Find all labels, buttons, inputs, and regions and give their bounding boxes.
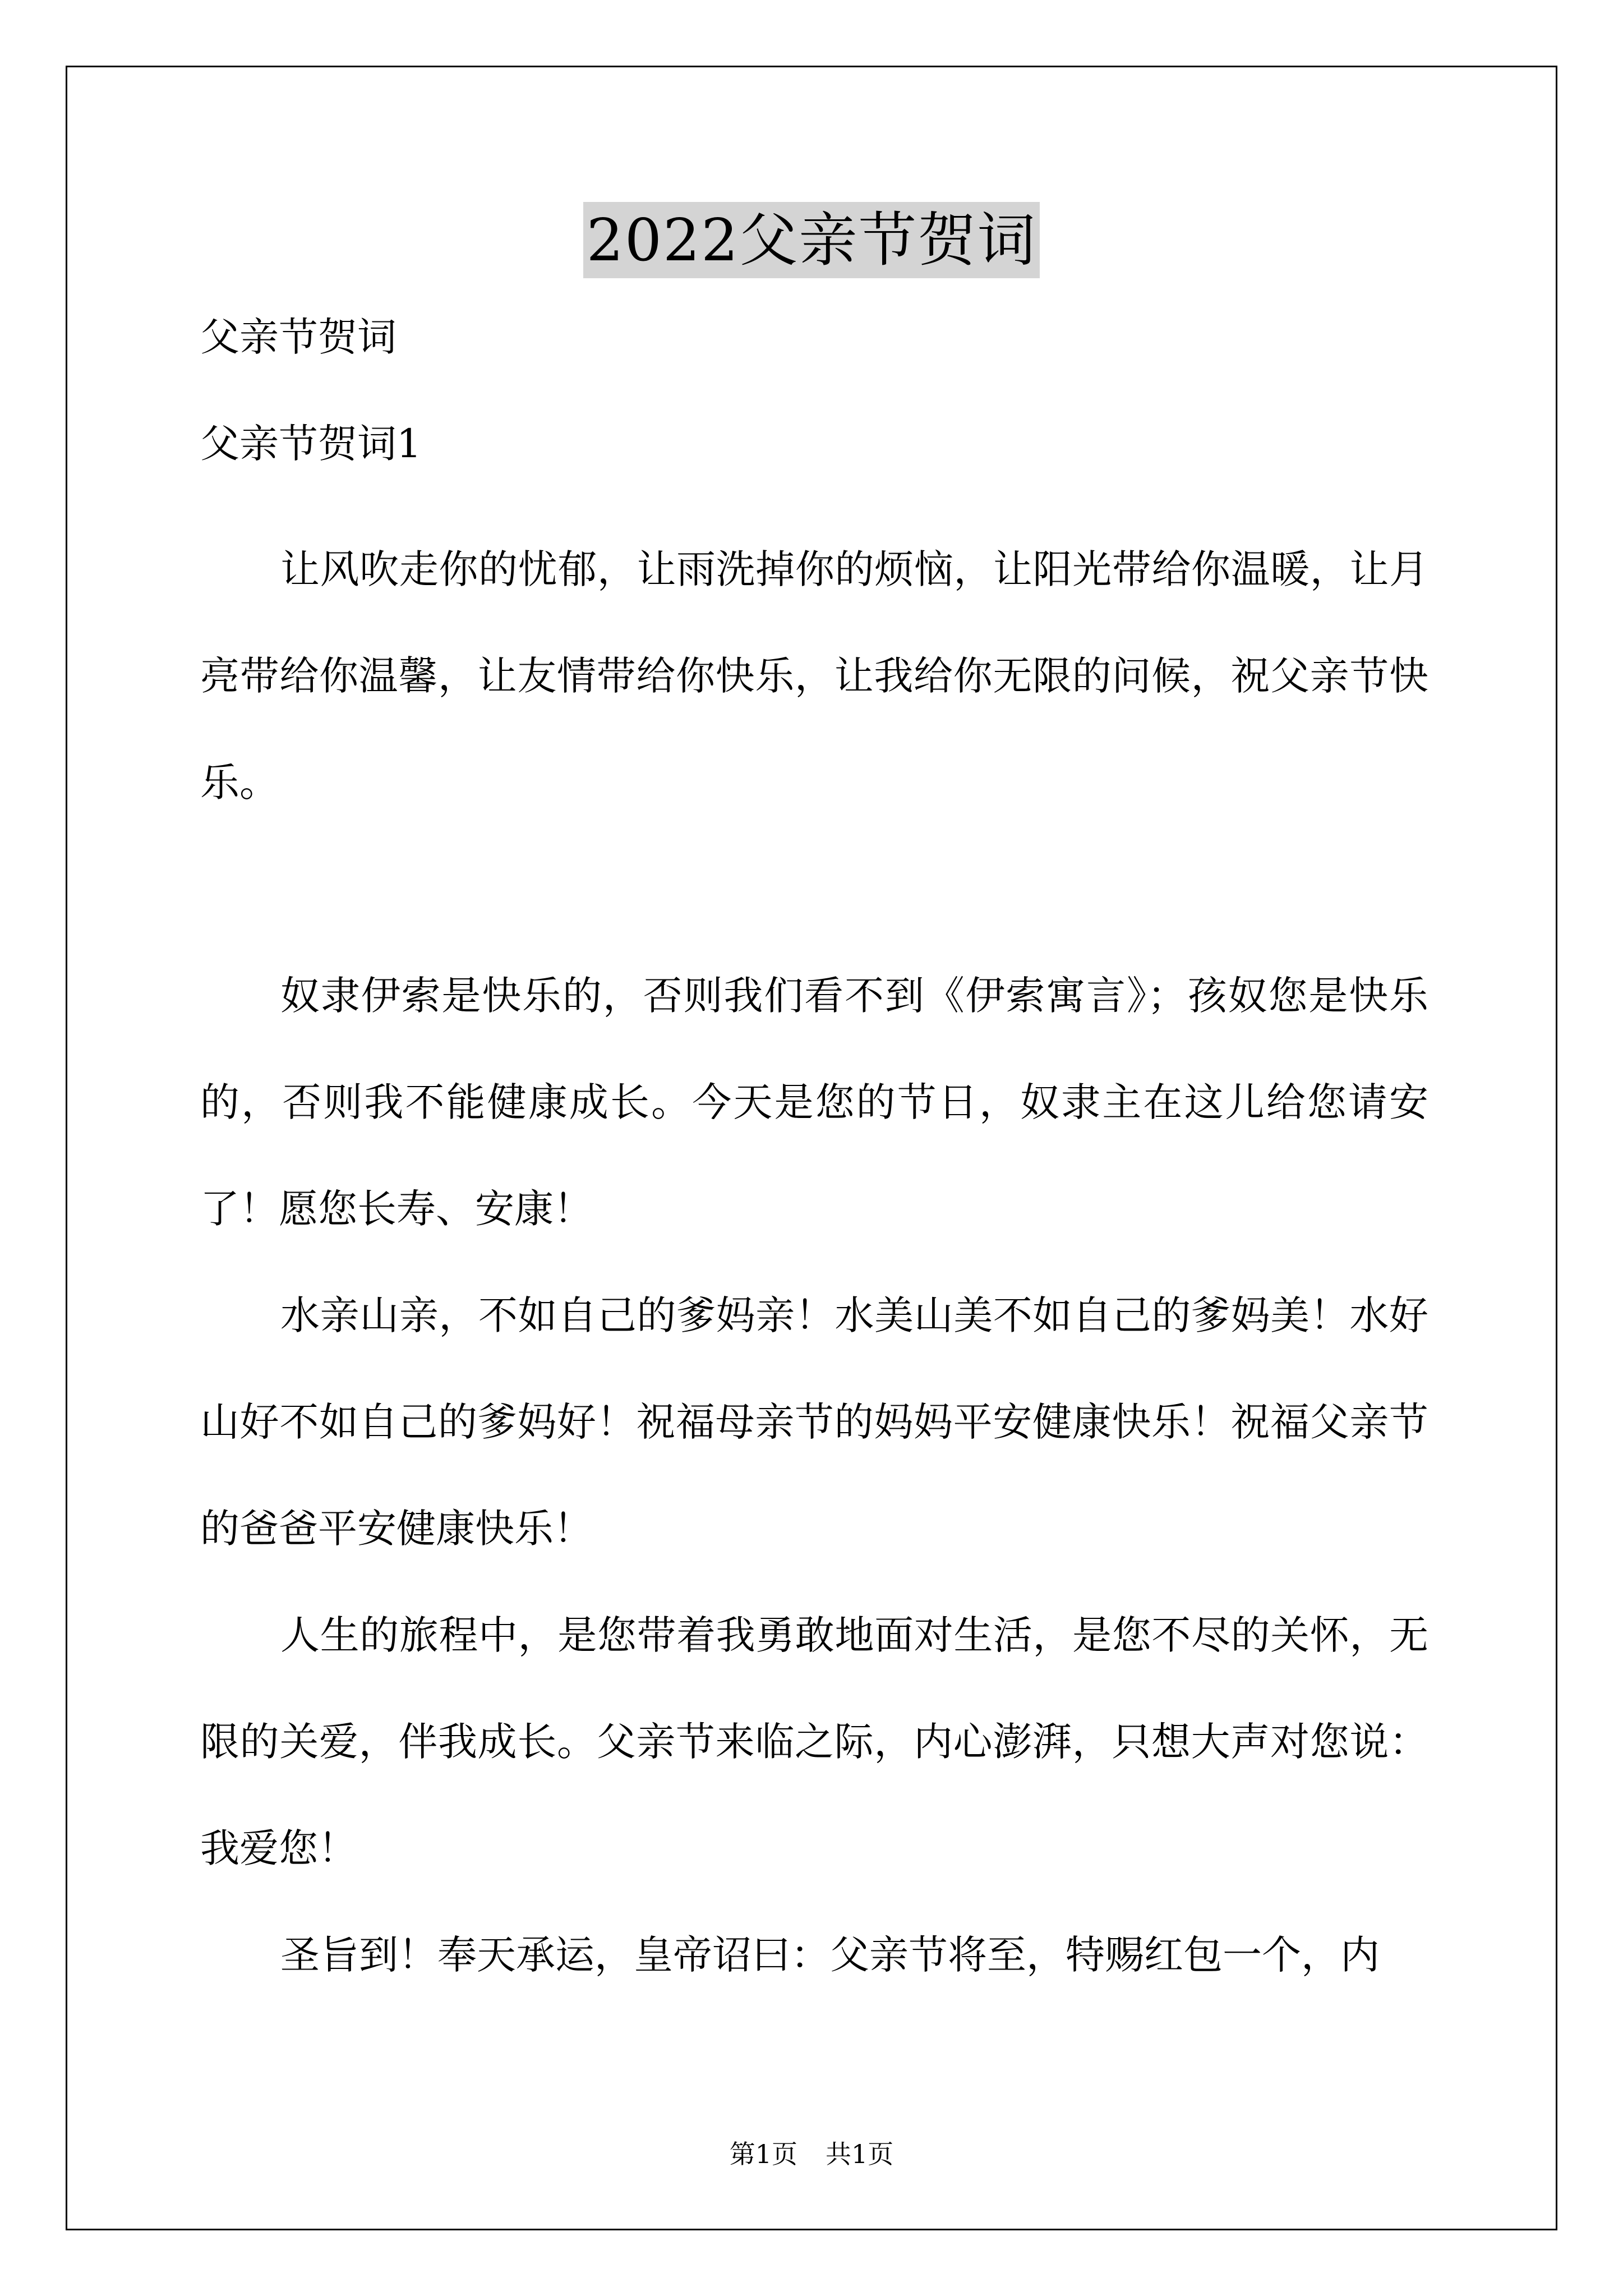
paragraph: 奴隶伊索是快乐的，否则我们看不到《伊索寓言》；孩奴您是快乐的，否则我不能健康成长。今天是您的节日，奴隶主在这儿给您请安了！愿您长寿、安康！ bbox=[200, 973, 1428, 1232]
paragraph: 水亲山亲，不如自己的爹妈亲！水美山美不如自己的爹妈美！水好山好不如自己的爹妈好！祝福母亲节的妈妈平安健康快乐！祝福父亲节的爸爸平安健康快乐！ bbox=[200, 1292, 1428, 1552]
section-heading: 父亲节贺词 bbox=[200, 314, 396, 360]
paragraph: 人生的旅程中，是您带着我勇敢地面对生活，是您不尽的关怀，无限的关爱，伴我成长。父亲节来临之际，内心澎湃，只想大声对您说：我爱您！ bbox=[200, 1612, 1428, 1871]
page-number: 第1页 bbox=[729, 2139, 797, 2169]
paragraph: 圣旨到！奉天承运，皇帝诏曰：父亲节将至，特赐红包一个，内 bbox=[280, 1932, 1380, 1978]
page-footer bbox=[0, 2137, 1623, 2171]
document-title: 2022父亲节贺词 bbox=[583, 202, 1040, 278]
section-subheading: 父亲节贺词1 bbox=[200, 421, 422, 467]
paragraph: 让风吹走你的忧郁，让雨洗掉你的烦恼，让阳光带给你温暖，让月亮带给你温馨，让友情带给你快乐，让我给你无限的问候，祝父亲节快乐。 bbox=[200, 546, 1428, 806]
title-container bbox=[0, 202, 1623, 278]
page-total: 共1页 bbox=[826, 2139, 894, 2169]
document-body bbox=[200, 303, 1428, 2008]
